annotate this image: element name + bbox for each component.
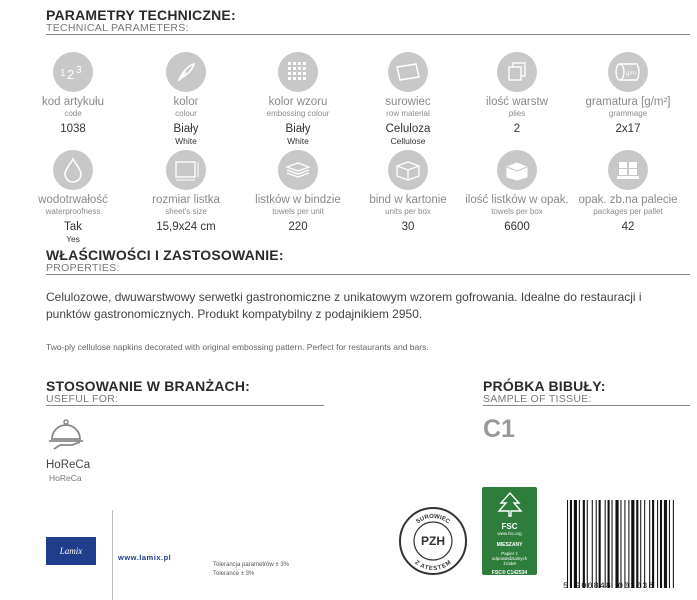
- useful-subtitle: USEFUL FOR:: [46, 393, 119, 405]
- fsc-desc: Papier z odpowiedzialnych źródeł: [491, 551, 528, 566]
- param-value: 220: [288, 221, 308, 233]
- fsc-code: FSC® C142534: [491, 570, 528, 576]
- barcode-digits: 5 900848 001038: [563, 581, 655, 591]
- param-label: kolor wzoru: [268, 96, 328, 108]
- param-label-en: waterproofness: [45, 207, 101, 216]
- cloche-icon: [46, 412, 90, 456]
- param-value: Celuloza: [385, 123, 431, 135]
- sample-title: PRÓBKA BIBUŁY:: [483, 378, 606, 394]
- properties-description: Celulozowe, dwuwarstwowy serwetki gastronomiczne z unikatowym wzorem gofrowania. Idealne do restauracji i punktów gastronomicznych. Produkt kompatybilny z podajnikiem 2950.: [46, 290, 642, 321]
- param-label-en: plies: [508, 109, 526, 118]
- pzh-mid-text: PZH: [421, 534, 445, 548]
- param-colour: [131, 52, 241, 146]
- param-label: gramatura [g/m²]: [585, 96, 671, 108]
- number-icon: [53, 52, 93, 92]
- param-label-en: sheet's size: [165, 207, 207, 216]
- fsc-tree-icon: [495, 491, 525, 517]
- param-value: 6600: [504, 221, 530, 233]
- param-value: 2: [513, 123, 521, 135]
- param-embossing-colour: [243, 52, 353, 146]
- fsc-title: FSC: [501, 522, 518, 531]
- param-label-en: towels per box: [491, 207, 543, 216]
- param-label: rozmiar listka: [152, 194, 220, 206]
- param-value: Tak: [64, 221, 82, 233]
- box-icon: [388, 150, 428, 190]
- param-value: Biały: [285, 123, 311, 135]
- pzh-stamp: [398, 506, 468, 576]
- param-label: bind w kartonie: [369, 194, 447, 206]
- svg-text:SUROWIEC: [415, 514, 451, 526]
- param-value-en: White: [287, 136, 309, 146]
- param-label-en: packages per pallet: [593, 207, 663, 216]
- param-label: surowiec: [385, 96, 431, 108]
- fsc-label: [482, 487, 537, 575]
- technical-title: PARAMETRY TECHNICZNE:: [46, 7, 236, 23]
- grid-pattern-icon: [278, 52, 318, 92]
- param-label-en: grammage: [608, 109, 648, 118]
- tolerance-en: Tolerance ± 3%: [213, 571, 255, 577]
- technical-subtitle: TECHNICAL PARAMETERS:: [46, 22, 189, 34]
- param-value-en: Cellulose: [390, 136, 426, 146]
- param-value: 15,9x24 cm: [156, 221, 216, 233]
- param-label: kolor: [173, 96, 199, 108]
- param-label: ilość warstw: [486, 96, 548, 108]
- svg-text:g/m: g/m: [626, 71, 637, 77]
- param-plies: [462, 52, 572, 136]
- param-waterproofness: [18, 150, 128, 244]
- roll-icon: [608, 52, 648, 92]
- param-label: listków w bindzie: [255, 194, 341, 206]
- stack-icon: [278, 150, 318, 190]
- feather-icon: [166, 52, 206, 92]
- param-value: 30: [401, 221, 415, 233]
- sheet-size-icon: [166, 150, 206, 190]
- param-value: 1038: [60, 123, 86, 135]
- param-grammage: [573, 52, 683, 136]
- footer-divider: [112, 510, 113, 600]
- param-label: kod artykułu: [41, 96, 104, 108]
- useful-title: STOSOWANIE W BRANŻACH:: [46, 378, 251, 394]
- param-label-en: colour: [175, 109, 197, 118]
- useful-divider: [46, 405, 324, 406]
- properties-description-en: Two-ply cellulose napkins decorated with original embossing pattern. Perfect for restaurants and bars.: [46, 342, 429, 352]
- fsc-mix: MIESZANY: [496, 542, 523, 548]
- pallet-icon: [608, 150, 648, 190]
- svg-text:1: 1: [60, 68, 66, 79]
- fsc-site: www.fsc.org: [497, 531, 522, 536]
- tolerance-pl: Tolerancja parametrów ± 3%: [213, 562, 289, 568]
- param-label: ilość listków w opak.: [465, 194, 569, 206]
- properties-title: WŁAŚCIWOŚCI I ZASTOSOWANIE:: [46, 247, 284, 263]
- website-link[interactable]: www.lamix.pl: [118, 553, 172, 562]
- param-label-en: row material: [386, 109, 430, 118]
- sheet-icon: [388, 52, 428, 92]
- layers-icon: [497, 52, 537, 92]
- sample-code: C1: [483, 415, 515, 443]
- param-units-per-box: [353, 150, 463, 234]
- param-label-en: code: [64, 109, 82, 118]
- param-label-en: embossing colour: [266, 109, 330, 118]
- svg-text:3: 3: [76, 65, 82, 76]
- param-raw-material: [353, 52, 463, 146]
- brand-logo: Lamix: [46, 537, 96, 565]
- properties-subtitle: PROPERTIES:: [46, 262, 120, 274]
- properties-divider: [46, 274, 690, 275]
- open-box-icon: [497, 150, 537, 190]
- param-value-en: White: [175, 136, 197, 146]
- technical-divider: [46, 34, 690, 35]
- param-label-en: units per box: [385, 207, 431, 216]
- pzh-top-text: SUROWIEC: [415, 513, 451, 526]
- param-towels-per-unit: [243, 150, 353, 234]
- useful-item-en: HoReCa: [49, 473, 82, 483]
- param-label-en: towels per unit: [272, 207, 324, 216]
- pzh-bottom-text: Z ATESTEM: [413, 559, 453, 573]
- param-value-en: Yes: [66, 234, 80, 244]
- param-code: [18, 52, 128, 136]
- param-label: opak. zb.na palecie: [578, 194, 678, 206]
- sample-divider: [483, 405, 690, 406]
- barcode: [565, 500, 690, 588]
- useful-item: HoReCa: [46, 459, 91, 471]
- param-value: 2x17: [615, 123, 641, 135]
- param-towels-per-box: [462, 150, 572, 234]
- svg-text:2: 2: [67, 67, 75, 82]
- param-sheet-size: [131, 150, 241, 234]
- param-value: 42: [621, 221, 635, 233]
- param-value: Biały: [173, 123, 199, 135]
- water-drop-icon: [53, 150, 93, 190]
- sample-subtitle: SAMPLE OF TISSUE:: [483, 393, 592, 405]
- param-label: wodotrwałość: [38, 194, 108, 206]
- param-packages-per-pallet: [573, 150, 683, 234]
